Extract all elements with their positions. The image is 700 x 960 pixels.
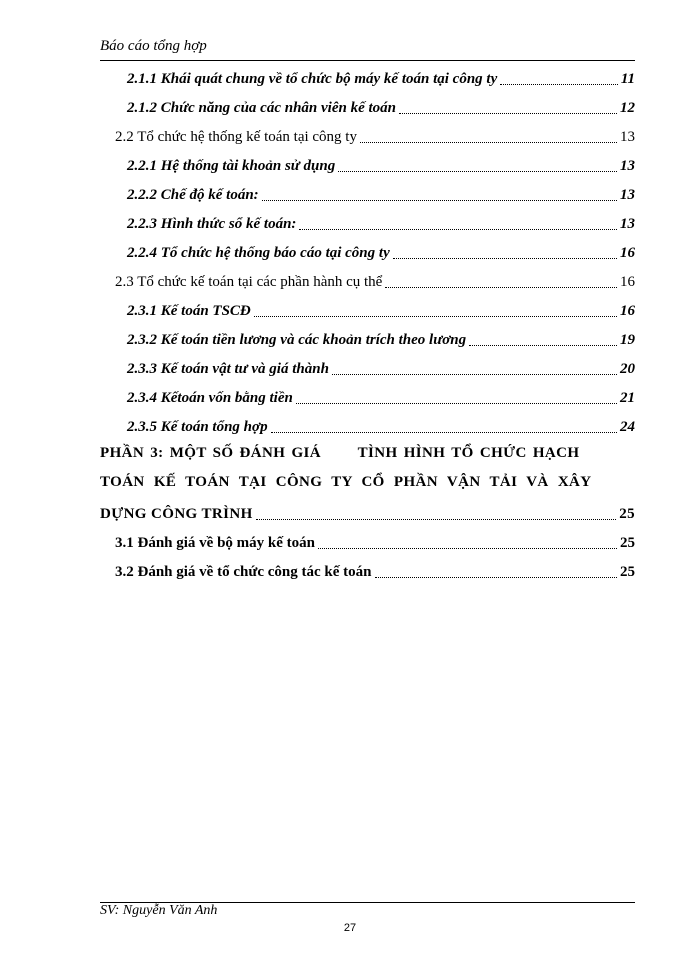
toc-entry[interactable] (100, 178, 635, 207)
toc-entry-title: 2.2.4 Tổ chức hệ thống báo cáo tại công ty (127, 245, 390, 261)
toc-entry[interactable] (100, 207, 635, 236)
toc-entry-title: 2.2.2 Chế độ kế toán: (127, 187, 259, 203)
part-3-line-1: PHẦN 3: MỘT SỐ ĐÁNH GIÁ TÌNH HÌNH TỔ CHỨC HẠCH (100, 445, 580, 461)
page-ref: 19 (620, 332, 635, 348)
page-ref: 11 (620, 71, 635, 87)
leader-dots (299, 229, 617, 230)
page-ref: 13 (620, 158, 635, 174)
leader-dots (385, 287, 617, 288)
leader-dots (296, 403, 617, 404)
toc-entry-title: 2.2.3 Hình thức sổ kế toán: (127, 216, 297, 232)
toc-entry-title: 2.3.2 Kế toán tiền lương và các khoản trích theo lương (127, 332, 467, 348)
toc-entry[interactable] (100, 91, 635, 120)
page-ref: 13 (620, 216, 635, 232)
toc-entry-title: 2.3.4 Kếtoán vốn bằng tiền (127, 390, 293, 406)
page-ref: 20 (620, 361, 635, 377)
toc-entry[interactable] (100, 381, 635, 410)
toc-entry-title: 2.3.1 Kế toán TSCĐ (127, 303, 251, 319)
leader-dots (332, 374, 617, 375)
toc-entry[interactable] (100, 323, 635, 352)
toc-entry[interactable] (100, 410, 635, 439)
leader-dots (271, 432, 617, 433)
page-ref: 16 (620, 245, 635, 261)
leader-dots (318, 548, 617, 549)
page-number: 27 (343, 922, 357, 934)
part-3-heading[interactable] (100, 439, 635, 526)
toc-entry-title: 2.2 Tổ chức hệ thống kế toán tại công ty (115, 129, 357, 145)
toc-entry[interactable] (100, 294, 635, 323)
page-ref: 16 (620, 274, 635, 290)
toc-entry[interactable] (100, 265, 635, 294)
leader-dots (338, 171, 617, 172)
toc-entry[interactable] (100, 555, 635, 584)
table-of-contents (100, 62, 635, 584)
toc-entry[interactable] (100, 352, 635, 381)
leader-dots (500, 84, 618, 85)
toc-entry-title: 3.1 Đánh giá về bộ máy kế toán (115, 535, 316, 551)
page-ref: 24 (620, 419, 635, 435)
header-rule (100, 60, 635, 61)
leader-dots (256, 519, 617, 520)
page-header: Báo cáo tổng hợp (100, 38, 207, 54)
toc-entry-title: 2.3.3 Kế toán vật tư và giá thành (127, 361, 329, 377)
footer-author: SV: Nguyễn Văn Anh (100, 903, 218, 918)
toc-entry[interactable] (100, 120, 635, 149)
page-ref: 25 (620, 564, 635, 580)
leader-dots (375, 577, 618, 578)
toc-entry[interactable] (100, 526, 635, 555)
leader-dots (399, 113, 617, 114)
page-ref: 25 (620, 535, 635, 551)
page-ref: 13 (620, 187, 635, 203)
leader-dots (360, 142, 617, 143)
leader-dots (469, 345, 617, 346)
page-ref: 12 (620, 100, 635, 116)
toc-entry-title: 2.1.2 Chức năng của các nhân viên kế toán (127, 100, 397, 116)
toc-entry-title: 3.2 Đánh giá về tổ chức công tác kế toán (115, 564, 372, 580)
toc-entry-title: 2.2.1 Hệ thống tài khoản sử dụng (127, 158, 336, 174)
toc-entry[interactable] (100, 62, 635, 91)
part-3-line-2: TOÁN KẾ TOÁN TẠI CÔNG TY CỔ PHẦN VẬN TẢI VÀ XÂY (100, 474, 592, 490)
leader-dots (393, 258, 617, 259)
toc-entry[interactable] (100, 149, 635, 178)
page-ref: 16 (620, 303, 635, 319)
toc-entry-title: 2.1.1 Khái quát chung về tổ chức bộ máy kế toán tại công ty (127, 71, 498, 87)
page-ref: 13 (620, 129, 635, 145)
page-ref: 21 (620, 390, 635, 406)
page-ref: 25 (619, 506, 635, 522)
part-3-line-3: DỰNG CÔNG TRÌNH (100, 506, 253, 522)
leader-dots (254, 316, 617, 317)
toc-entry-title: 2.3.5 Kế toán tổng hợp (127, 419, 268, 435)
toc-entry-title: 2.3 Tổ chức kế toán tại các phần hành cụ thể (115, 274, 383, 290)
leader-dots (262, 200, 617, 201)
toc-entry[interactable] (100, 236, 635, 265)
